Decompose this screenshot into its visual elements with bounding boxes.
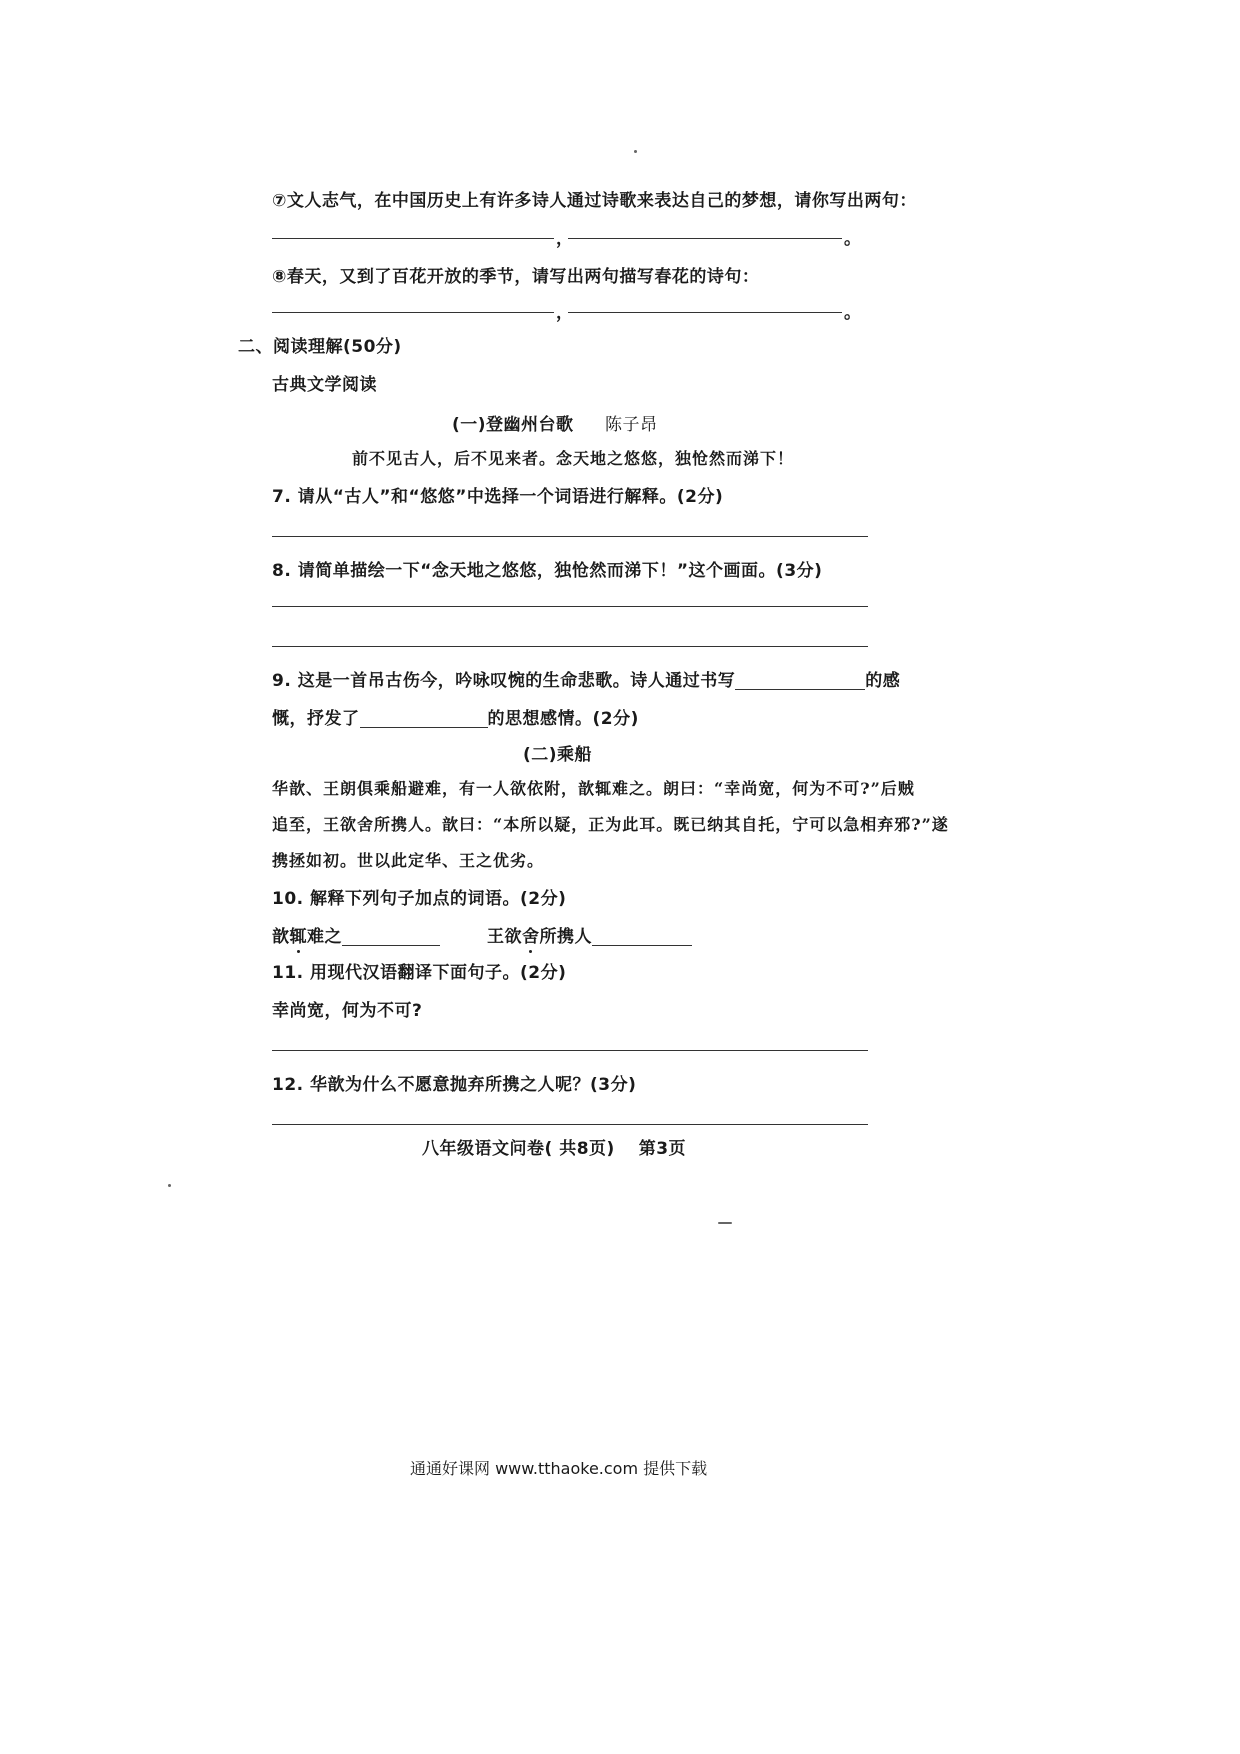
- period: 。: [844, 229, 862, 249]
- subheading: 古典文学阅读: [272, 375, 377, 395]
- passage-line: 追至，王欲舍所携人。歆曰：“本所以疑，正为此耳。既已纳其自托，宁可以急相弃邪?”遂: [272, 815, 949, 834]
- question-10-b: [487, 922, 692, 947]
- dotted-word: 舍: [522, 927, 540, 947]
- question-9-text: 的感: [865, 671, 901, 691]
- period: 。: [844, 303, 862, 323]
- scan-speck: [634, 150, 637, 153]
- download-source: 通通好课网 www.tthaoke.com 提供下载: [410, 1459, 708, 1478]
- question-11-sentence: 幸尚宽，何为不可?: [272, 1001, 423, 1021]
- question-10-a: [272, 922, 440, 947]
- poem-title: (一)登幽州台歌: [452, 415, 574, 435]
- question-7: 7. 请从“古人”和“悠悠”中选择一个词语进行解释。(2分): [272, 487, 724, 507]
- dotted-word: 辄: [289, 927, 307, 947]
- page-footer: 八年级语文问卷( 共8页) 第3页: [422, 1139, 687, 1159]
- answer-line[interactable]: [568, 238, 842, 239]
- answer-line[interactable]: [272, 536, 868, 537]
- question-10: 10. 解释下列句子加点的词语。(2分): [272, 889, 567, 909]
- question-8: 8. 请简单描绘一下“念天地之悠悠，独怆然而涕下！”这个画面。(3分): [272, 561, 823, 581]
- section-heading: 二、阅读理解(50分): [238, 337, 402, 357]
- passage-line: 携拯如初。世以此定华、王之优劣。: [272, 851, 545, 870]
- word: 难之: [307, 927, 342, 947]
- fill-blank[interactable]: [735, 671, 865, 690]
- answer-line[interactable]: [272, 1050, 868, 1051]
- word: 所携人: [539, 927, 592, 947]
- answer-line[interactable]: [272, 606, 868, 607]
- word: 歆: [272, 927, 290, 947]
- answer-line[interactable]: [272, 1124, 868, 1125]
- answer-line[interactable]: [272, 238, 554, 239]
- question-9-text: 9. 这是一首吊古伤今，吟咏叹惋的生命悲歌。诗人通过书写: [272, 671, 736, 691]
- scan-speck: [168, 1184, 171, 1187]
- answer-line[interactable]: [568, 312, 842, 313]
- answer-line[interactable]: [272, 312, 554, 313]
- question-8-circled: ⑧春天，又到了百花开放的季节，请写出两句描写春花的诗句：: [272, 267, 760, 287]
- scan-speck: [718, 1222, 732, 1224]
- comma: ，: [556, 303, 574, 323]
- question-7-circled: ⑦文人志气，在中国历史上有许多诗人通过诗歌来表达自己的梦想，请你写出两句：: [272, 191, 917, 211]
- question-9-cont: [272, 704, 639, 729]
- word: 王欲: [487, 927, 522, 947]
- answer-line[interactable]: [272, 646, 868, 647]
- passage-line: 华歆、王朗俱乘船避难，有一人欲依附，歆辄难之。朗曰：“幸尚宽，何为不可?”后贼: [272, 779, 915, 798]
- question-9-text: 慨，抒发了: [272, 709, 360, 729]
- fill-blank[interactable]: [342, 927, 440, 946]
- question-11: 11. 用现代汉语翻译下面句子。(2分): [272, 963, 567, 983]
- comma: ，: [556, 229, 574, 249]
- passage-title: (二)乘船: [523, 745, 593, 765]
- poem-author: 陈子昂: [605, 415, 658, 435]
- question-9: [272, 666, 900, 691]
- fill-blank[interactable]: [592, 927, 692, 946]
- question-12: 12. 华歆为什么不愿意抛弃所携之人呢？(3分): [272, 1075, 637, 1095]
- question-9-text: 的思想感情。(2分): [487, 709, 639, 729]
- poem-text: 前不见古人，后不见来者。念天地之悠悠，独怆然而涕下！: [352, 449, 795, 468]
- fill-blank[interactable]: [360, 709, 488, 728]
